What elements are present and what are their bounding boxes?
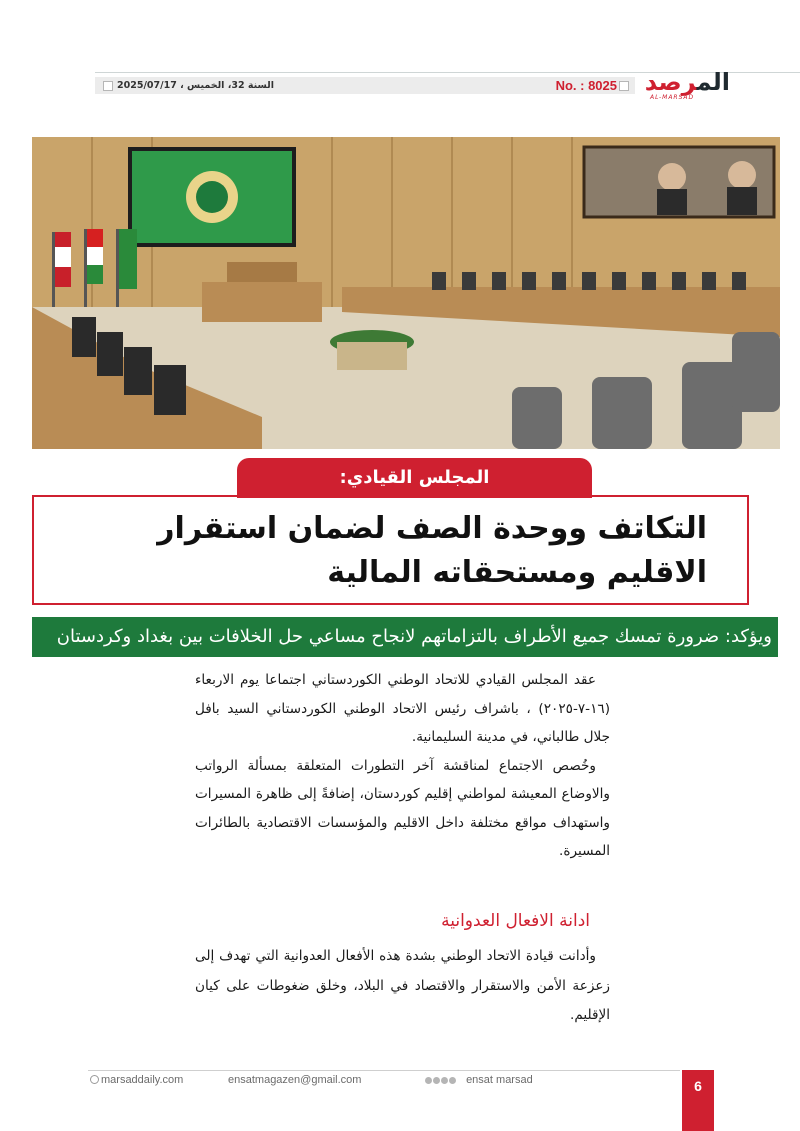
youtube-icon [449, 1077, 456, 1084]
facebook-icon [425, 1077, 432, 1084]
issue-date: السنة 32، الخميس ، 2025/07/17 [117, 80, 274, 91]
headline: التكاتف ووحدة الصف لضمان استقرار الاقليم ومستحقاته المالية [157, 511, 707, 590]
issue-number: No. : 8025 [555, 78, 617, 93]
header-square-right [619, 81, 629, 91]
kicker-tab: المجلس القيادي: [237, 458, 592, 498]
header-square-left [103, 81, 113, 91]
instagram-icon [441, 1077, 448, 1084]
globe-icon [90, 1075, 99, 1084]
meeting-photo [32, 137, 780, 449]
masthead-logo[interactable] [640, 70, 730, 104]
footer-website[interactable]: marsaddaily.com [90, 1073, 183, 1087]
twitter-icon [433, 1077, 440, 1084]
article-body [195, 666, 610, 866]
section-heading: ادانة الافعال العدوانية [441, 911, 590, 931]
meeting-photo-drawing [32, 137, 780, 449]
paragraph: وأدانت قيادة الاتحاد الوطني بشدة هذه الأفعال العدوانية التي تهدف إلى زعزعة الأمن والاستقرار والاقتصاد في البلاد، وخلق ضغوطات على كيان الإقليم. [195, 948, 610, 1023]
subheadline-bar [32, 617, 778, 657]
article-body-section [195, 942, 610, 1031]
paragraph: عقد المجلس القيادي للاتحاد الوطني الكوردستاني اجتماعا يوم الاربعاء (١٦-٧-٢٠٢٥) ، باشراف رئيس الاتحاد الوطني الكوردستاني السيد بافل جلال طالباني، في مدينة السليمانية. [195, 672, 610, 745]
headline-box [32, 495, 749, 605]
footer-email[interactable]: ensatmagazen@gmail.com [228, 1074, 362, 1086]
footer-social[interactable]: ensat marsad [425, 1073, 533, 1087]
paragraph: وخُصص الاجتماع لمناقشة آخر التطورات المتعلقة بمسألة الرواتب والاوضاع المعيشة لمواطني إقليم كوردستان، إضافةً إلى ظاهرة المسيرات واستهداف مواقع مختلفة داخل الاقليم والمؤسسات الاقتصادية بالطائرات المسيرة. [195, 757, 610, 859]
logo-subtitle: AL-MARSAD [650, 94, 695, 101]
footer-rule [88, 1070, 680, 1071]
header-bar [95, 77, 635, 94]
logo-wordmark: المرصد [644, 68, 730, 96]
subheadline: ويؤكد: ضرورة تمسك جميع الأطراف بالتزاماتهم لانجاح مساعي حل الخلافات بين بغداد وكردستان [56, 626, 772, 647]
page-number: 6 [682, 1070, 714, 1131]
